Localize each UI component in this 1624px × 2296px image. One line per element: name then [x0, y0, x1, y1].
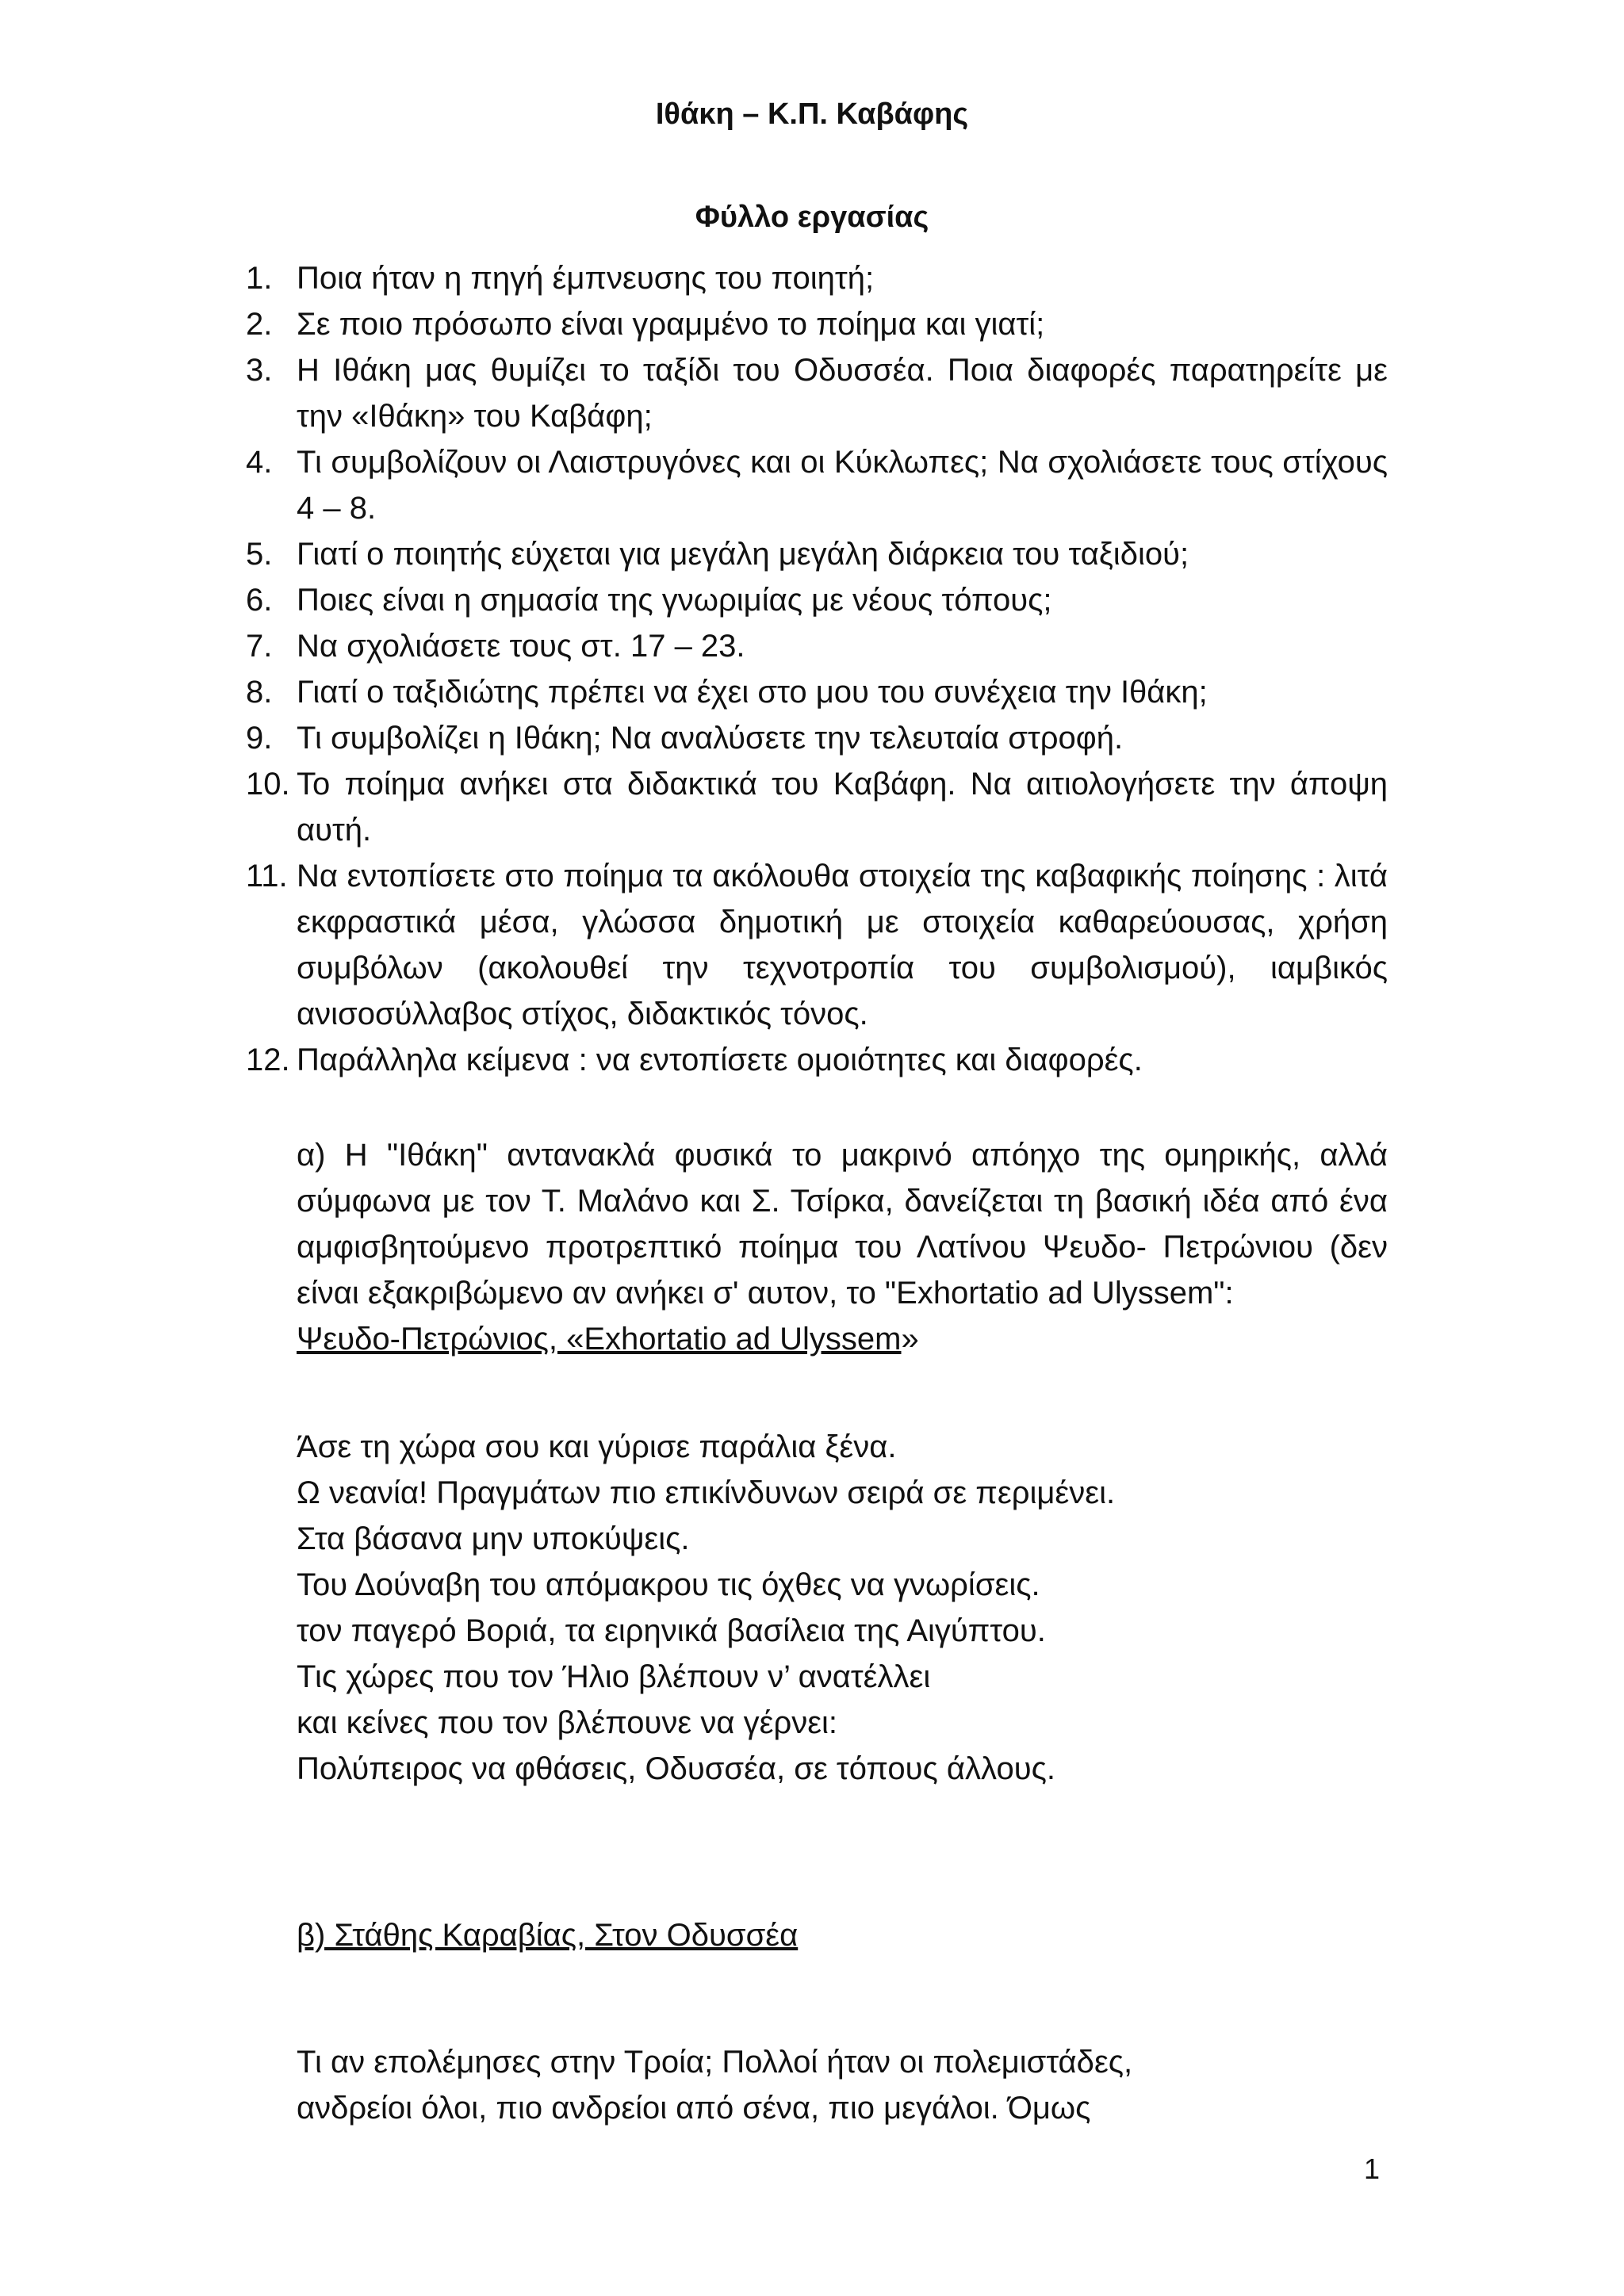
poem-line: Του Δούναβη του απόμακρου τις όχθες να γνωρίσεις. [297, 1567, 1040, 1602]
parallel-text-b-heading[interactable]: β) Στάθης Καραβίας, Στον Οδυσσέα [297, 1918, 799, 1953]
questions-list [246, 255, 1388, 1083]
poem-b [297, 2039, 1132, 2131]
question-item [246, 623, 1388, 669]
parallel-text-a-source [297, 1316, 1388, 1362]
question-number: 10. [246, 767, 290, 802]
question-item [246, 853, 1388, 1037]
poem-line: Άσε τη χώρα σου και γύρισε παράλια ξένα. [297, 1429, 897, 1464]
page-number: 1 [1364, 2152, 1381, 2185]
question-number: 1. [246, 261, 273, 296]
question-number: 4. [246, 445, 273, 480]
question-number: 11. [246, 859, 288, 894]
question-item [246, 577, 1388, 623]
question-number: 2. [246, 307, 273, 342]
poem-line: τον παγερό Βοριά, τα ειρηνικά βασίλεια της Αιγύπτου. [297, 1613, 1046, 1648]
question-text: Να εντοπίσετε στο ποίημα τα ακόλουθα στοιχεία της καβαφικής ποίησης : λιτά εκφραστικά μέσα, γλώσσα δημοτική με στοιχεία καθαρεύουσας, χρήση συμβόλων (ακολουθεί την τεχνοτροπία του συμβολισμού), ιαμβικός ανισοσύλλαβος στίχος, διδακτικός τόνος. [297, 859, 1388, 1031]
poem-line: Τι αν επολέμησες στην Τροία; Πολλοί ήταν οι πολεμιστάδες, [297, 2045, 1133, 2080]
poem-line: Στα βάσανα μην υποκύψεις. [297, 1521, 690, 1556]
source-link-end: » [901, 1322, 919, 1357]
source-link[interactable]: Ψευδο-Πετρώνιος, «Exhortatio ad Ulyssem [297, 1322, 902, 1357]
poem-line: Πολύπειρος να φθάσεις, Οδυσσέα, σε τόπους άλλους. [297, 1751, 1055, 1786]
question-text: Γιατί ο ποιητής εύχεται για μεγάλη μεγάλη διάρκεια του ταξιδιού; [297, 537, 1189, 572]
question-item [246, 669, 1388, 715]
poem-line: ανδρείοι όλοι, πιο ανδρείοι από σένα, πιο μεγάλοι. Όμως [297, 2091, 1091, 2126]
question-text: Το ποίημα ανήκει στα διδακτικά του Καβάφη. Να αιτιολογήσετε την άποψη αυτή. [297, 767, 1388, 848]
poem-line: Ω νεανία! Πραγμάτων πιο επικίνδυνων σειρά σε περιμένει. [297, 1475, 1116, 1510]
question-item [246, 531, 1388, 577]
poem-line: Τις χώρες που τον Ήλιο βλέπουν ν’ ανατέλλει [297, 1659, 931, 1694]
question-text: Τι συμβολίζουν οι Λαιστρυγόνες και οι Κύκλωπες; Να σχολιάσετε τους στίχους 4 – 8. [297, 445, 1388, 526]
question-text: Παράλληλα κείμενα : να εντοπίσετε ομοιότητες και διαφορές. [297, 1043, 1143, 1077]
question-number: 9. [246, 721, 273, 756]
question-number: 8. [246, 675, 273, 710]
worksheet-title: Φύλλο εργασίας [695, 201, 929, 234]
question-text: Ποιες είναι η σημασία της γνωριμίας με νέους τόπους; [297, 583, 1052, 618]
document-title: Ιθάκη – Κ.Π. Καβάφης [655, 98, 969, 131]
question-item [246, 301, 1388, 347]
question-item [246, 1037, 1388, 1083]
question-item [246, 439, 1388, 531]
question-text: Σε ποιο πρόσωπο είναι γραμμένο το ποίημα και γιατί; [297, 307, 1045, 342]
question-text: Τι συμβολίζει η Ιθάκη; Να αναλύσετε την τελευταία στροφή. [297, 721, 1124, 756]
parallel-text-a-body: α) Η "Ιθάκη" αντανακλά φυσικά το μακρινό απόηχο της ομηρικής, αλλά σύμφωνα με τον Τ. Μαλάνο και Σ. Τσίρκα, δανείζεται τη βασική ιδέα από ένα αμφισβητούμενο προτρεπτικό ποίημα του Λατίνου Ψευδο- Πετρώνιου (δεν είναι εξακριβώμενο αν ανήκει σ' αυτον, το "Exhortatio ad Ulyssem": [297, 1138, 1388, 1311]
parallel-text-a [297, 1132, 1388, 1362]
question-number: 3. [246, 353, 273, 388]
question-text: Η Ιθάκη μας θυμίζει το ταξίδι του Οδυσσέα. Ποια διαφορές παρατηρείτε με την «Ιθάκη» του Καβάφη; [297, 353, 1388, 434]
poem-a [297, 1424, 1115, 1792]
question-item [246, 347, 1388, 439]
question-number: 12. [246, 1043, 290, 1077]
question-number: 7. [246, 629, 273, 664]
question-text: Ποια ήταν η πηγή έμπνευσης του ποιητή; [297, 261, 875, 296]
question-item [246, 255, 1388, 301]
question-number: 6. [246, 583, 273, 618]
question-item [246, 715, 1388, 761]
poem-line: και κείνες που τον βλέπουνε να γέρνει: [297, 1705, 838, 1740]
question-text: Γιατί ο ταξιδιώτης πρέπει να έχει στο μου του συνέχεια την Ιθάκη; [297, 675, 1208, 710]
question-text: Να σχολιάσετε τους στ. 17 – 23. [297, 629, 745, 664]
question-number: 5. [246, 537, 273, 572]
question-item [246, 761, 1388, 853]
